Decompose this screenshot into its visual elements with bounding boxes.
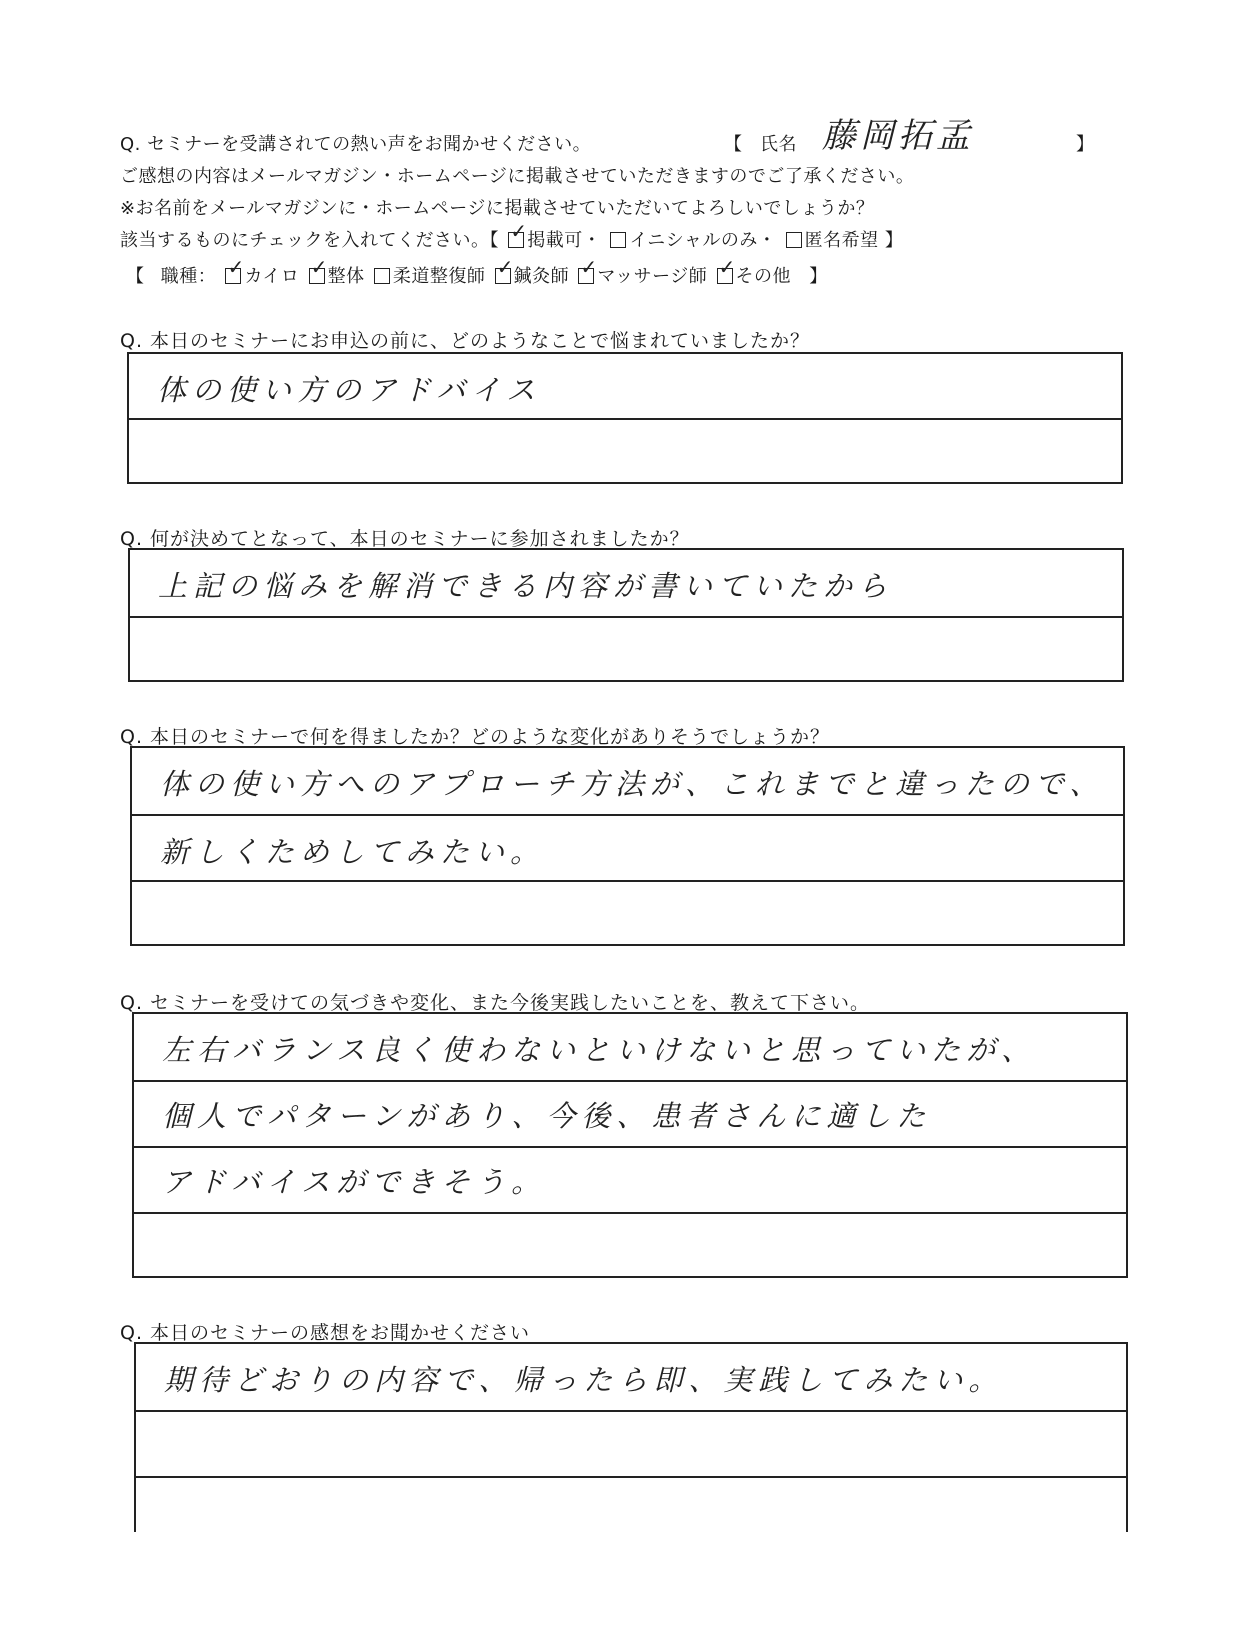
consent-prompt: 該当するものにチェックを入れてください。【 (120, 230, 499, 251)
answer-4-line-1: 左右バランス良く使わないといけないと思っていたが、 (162, 1033, 1037, 1067)
occupation-acupuncturist[interactable]: ✓ 鍼灸師 (492, 266, 570, 287)
answer-1-line-1: 体の使い方のアドバイス (157, 373, 542, 407)
checkbox-checked-icon[interactable] (495, 268, 511, 284)
occupation-close-bracket: 】 (809, 266, 828, 287)
occupation-judo-therapist[interactable]: 柔道整復師 (371, 266, 486, 287)
checkbox-empty-icon[interactable] (374, 268, 390, 284)
name-permission-question: ※お名前をメールマガジンに・ホームページに掲載させていただいてよろしいでしょうか？ (120, 198, 875, 219)
occupation-chiropractic[interactable]: ✓ カイロ (222, 266, 299, 287)
occupation-row (126, 262, 828, 288)
answer-divider (130, 616, 1122, 618)
answer-4-line-2: 個人でパターンがあり、今後、患者さんに適した (162, 1099, 932, 1133)
answer-divider (134, 1212, 1126, 1214)
occupation-label: 職種： (160, 266, 217, 287)
answer-divider (134, 1146, 1126, 1148)
answer-box-4[interactable] (132, 1012, 1128, 1278)
answer-divider (136, 1410, 1126, 1412)
occupation-massage[interactable]: ✓ マッサージ師 (575, 266, 707, 287)
answer-box-1[interactable] (127, 352, 1123, 484)
checkbox-checked-icon[interactable] (578, 268, 594, 284)
consent-option-publish[interactable]: ✓ 掲載可・ (505, 230, 601, 251)
name-close-bracket: 】 (1076, 134, 1095, 155)
checkbox-checked-icon[interactable] (309, 268, 325, 284)
occupation-open-bracket: 【 (126, 266, 145, 287)
name-open-bracket: 【 (724, 134, 743, 155)
question-4: Q. セミナーを受けての気づきや変化、また今後実践したいことを、教えて下さい。 (120, 992, 871, 1014)
checkbox-checked-icon[interactable] (717, 268, 733, 284)
checkbox-empty-icon[interactable] (610, 232, 626, 248)
answer-box-2[interactable] (128, 548, 1124, 682)
answer-3-line-1: 体の使い方へのアプローチ方法が、これまでと違ったので、 (160, 767, 1105, 801)
occupation-other[interactable]: ✓ その他 (714, 266, 792, 287)
consent-option-anonymous[interactable]: 匿名希望 (783, 230, 879, 251)
answer-box-3[interactable] (130, 746, 1125, 946)
question-2: Q. 何が決めてとなって、本日のセミナーに参加されましたか？ (120, 528, 690, 550)
answer-4-line-3: アドバイスができそう。 (162, 1165, 547, 1199)
question-3: Q. 本日のセミナーで何を得ましたか？どのような変化がありそうでしょうか？ (120, 726, 831, 748)
checkbox-checked-icon[interactable] (508, 232, 524, 248)
answer-2-line-1: 上記の悩みを解消できる内容が書いていたから (158, 569, 894, 603)
answer-divider (134, 1080, 1126, 1082)
main-question: Q. セミナーを受講されての熱い声をお聞かせください。 (120, 134, 592, 155)
consent-row (120, 226, 903, 252)
checkbox-checked-icon[interactable] (225, 268, 241, 284)
answer-divider (132, 880, 1123, 882)
answer-5-line-1: 期待どおりの内容で、帰ったら即、実践してみたい。 (164, 1363, 1004, 1397)
consent-close-bracket: 】 (884, 230, 904, 251)
consent-option-initials[interactable]: イニシャルのみ・ (607, 230, 776, 251)
name-field[interactable]: 藤岡拓孟 (822, 116, 974, 156)
name-label: 氏名 (760, 134, 797, 155)
publication-notice: ご感想の内容はメールマガジン・ホームページに掲載させていただきますのでご了承ください。 (120, 166, 915, 187)
answer-box-5[interactable] (134, 1342, 1128, 1532)
question-5: Q. 本日のセミナーの感想をお聞かせください (120, 1322, 531, 1344)
answer-divider (132, 814, 1123, 816)
answer-divider (129, 418, 1121, 420)
answer-3-line-2: 新しくためしてみたい。 (160, 835, 546, 869)
occupation-seitai[interactable]: ✓ 整体 (306, 266, 365, 287)
question-1: Q. 本日のセミナーにお申込の前に、どのようなことで悩まれていましたか？ (120, 330, 811, 352)
checkbox-empty-icon[interactable] (786, 232, 802, 248)
answer-divider (136, 1476, 1126, 1478)
